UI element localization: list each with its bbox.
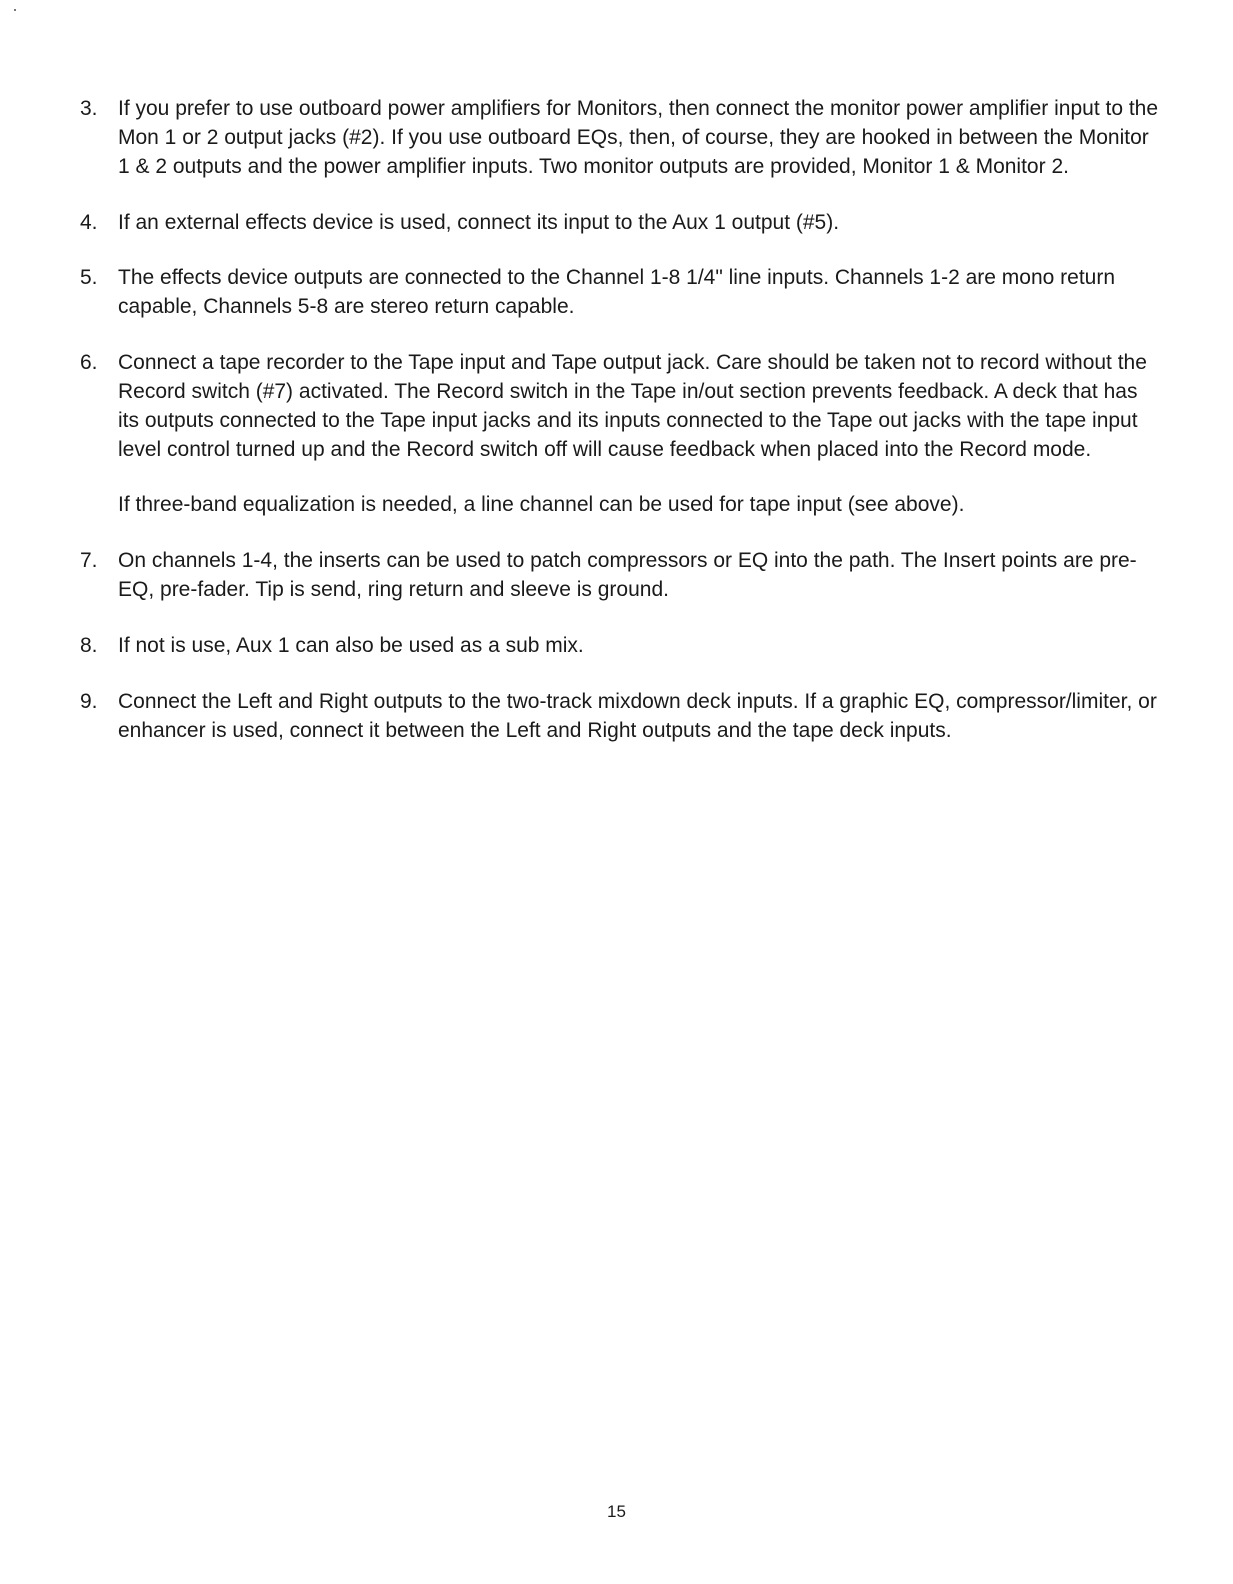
- list-item-number: 7.: [80, 549, 98, 572]
- list-item-text: If an external effects device is used, connect its input to the Aux 1 output (#5).: [118, 211, 840, 234]
- list-item: [80, 348, 1160, 464]
- list-item-text: If you prefer to use outboard power amplifiers for Monitors, then connect the monitor power amplifier input to the Mon 1 or 2 output jacks (#2). If you use outboard EQs, then, of course, they are hooked in between the Monitor 1 & 2 outputs and the power amplifier inputs. Two monitor outputs are provided, Monitor 1 & Monitor 2.: [118, 97, 1159, 178]
- list-item: [80, 263, 1160, 321]
- page-number: 15: [607, 1502, 626, 1521]
- list-item-number: 9.: [80, 690, 98, 713]
- list-item-number: 8.: [80, 634, 98, 657]
- list-item-followup-paragraph: If three-band equalization is needed, a line channel can be used for tape input (see above).: [118, 493, 965, 516]
- list-item-text: Connect the Left and Right outputs to the two-track mixdown deck inputs. If a graphic EQ, compressor/limiter, or enhancer is used, connect it between the Left and Right outputs and the tape deck inputs.: [118, 690, 1157, 742]
- list-item: [80, 546, 1160, 604]
- list-item-number: 3.: [80, 97, 98, 120]
- list-item-text: On channels 1-4, the inserts can be used to patch compressors or EQ into the path. The Insert points are pre-EQ, pre-fader. Tip is send, ring return and sleeve is ground.: [118, 549, 1137, 601]
- list-item: [80, 94, 1160, 181]
- list-item-number: 4.: [80, 211, 98, 234]
- list-item: [80, 687, 1160, 745]
- list-item: [80, 631, 1160, 660]
- numbered-instruction-list: [80, 94, 1160, 745]
- scan-speck: [14, 9, 16, 11]
- list-item-text: The effects device outputs are connected to the Channel 1-8 1/4" line inputs. Channels 1-2 are mono return capable, Channels 5-8 are stereo return capable.: [118, 266, 1116, 318]
- list-item-number: 5.: [80, 266, 98, 289]
- list-item: [80, 208, 1160, 237]
- list-item-number: 6.: [80, 351, 98, 374]
- list-item-text: If not is use, Aux 1 can also be used as a sub mix.: [118, 634, 584, 657]
- list-item-text: Connect a tape recorder to the Tape input and Tape output jack. Care should be taken not to record without the Record switch (#7) activated. The Record switch in the Tape in/out section prevents feedback. A deck that has its outputs connected to the Tape input jacks and its inputs connected to the Tape out jacks with the tape input level control turned up and the Record switch off will cause feedback when placed into the Record mode.: [118, 351, 1147, 461]
